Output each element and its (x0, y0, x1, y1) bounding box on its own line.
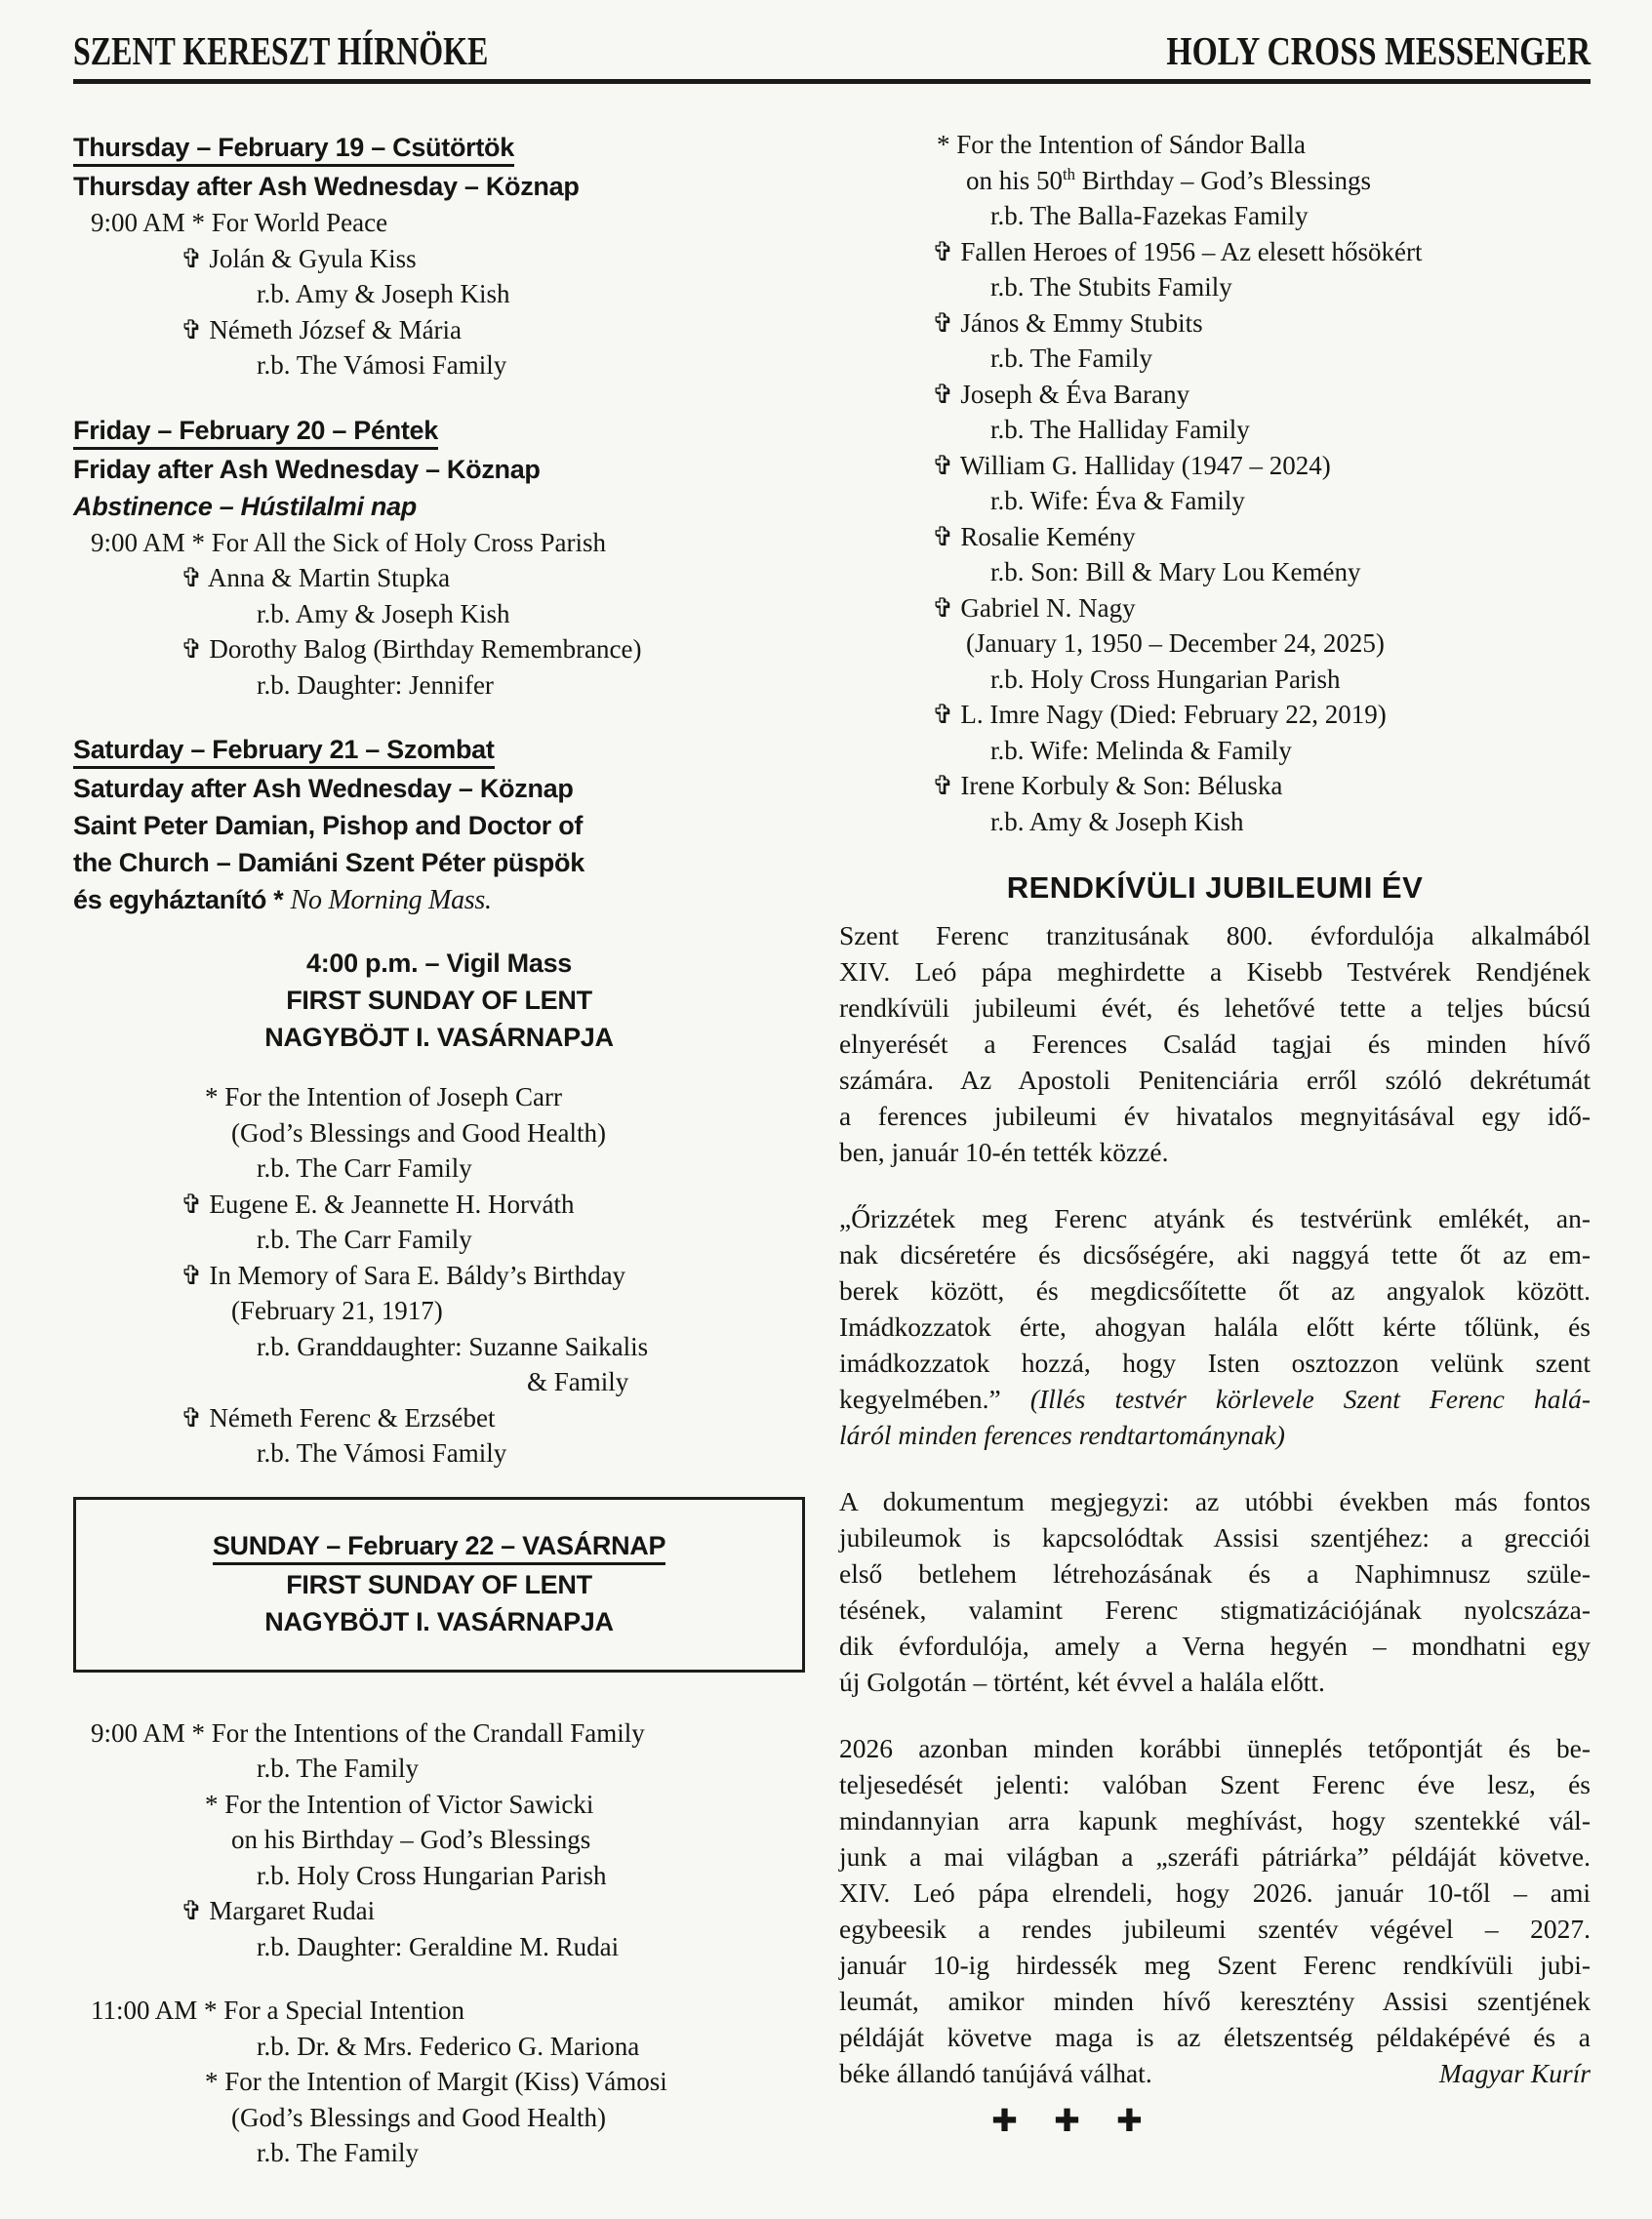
article-last-line (839, 2055, 1591, 2091)
section-saturday (73, 729, 805, 919)
masthead-english-title: HOLY CROSS MESSENGER (1166, 28, 1591, 73)
saturday-heading: Saturday – February 21 – Szombat (73, 734, 495, 769)
balla-birthday-line (839, 163, 1591, 199)
article-line: „Őrizzétek meg Ferenc atyánk és testvérünk emlékét, an- (839, 1203, 1591, 1233)
article-line: számára. Az Apostoli Penitenciária erről szóló dekrétumát (839, 1065, 1591, 1095)
article-line: Szent Ferenc tranzitusának 800. évfordulója alkalmából (839, 920, 1591, 950)
intention-line: r.b. The Vámosi Family (257, 350, 507, 380)
intention-line: (February 21, 1917) (231, 1296, 443, 1325)
intention-line: ✞ Németh József & Mária (181, 314, 463, 344)
article-line: elnyerését a Ferences Család tagjai és minden hívő (839, 1029, 1591, 1059)
intention-line: ✞ In Memory of Sara E. Báldy’s Birthday (181, 1260, 626, 1290)
balla-birthday-pre: on his 50 (966, 165, 1064, 195)
article-paragraph-2 (839, 1200, 1591, 1453)
intention-line: r.b. Son: Bill & Mary Lou Kemény (990, 557, 1361, 586)
intention-line: (God’s Blessings and Good Health) (231, 2102, 606, 2132)
intention-line: ✞ Dorothy Balog (Birthday Remembrance) (181, 634, 642, 664)
article-line: dik évfordulója, amely a Verna hegyén – mondhatni egy (839, 1631, 1591, 1661)
right-intentions-list (839, 198, 1591, 839)
intention-line: r.b. The Carr Family (257, 1225, 472, 1254)
intention-line: ✞ János & Emmy Stubits (932, 307, 1203, 338)
intention-line: 9:00 AM * For World Peace (91, 208, 388, 237)
right-intentions-block (839, 127, 1591, 839)
article-line: 2026 azonban minden korábbi ünneplés tetőpontját és be- (839, 1733, 1591, 1763)
quote-source-end: láról minden ferences rendtartománynak) (839, 1420, 1285, 1450)
intention-line: ✞ Joseph & Éva Barany (932, 379, 1190, 409)
article-line: XIV. Leó pápa meghirdette a Kisebb Testvérek Rendjének (839, 956, 1591, 987)
ordinal-superscript: th (1063, 164, 1076, 183)
day-heading-row (73, 127, 805, 168)
article-line: junk a mai világban a „szeráfi pátriárka” példáját követve. (839, 1841, 1591, 1872)
friday-abstinence-note: Abstinence – Hústilalmi nap (73, 491, 417, 521)
intention-line: r.b. The Vámosi Family (257, 1438, 507, 1468)
intention-line: 9:00 AM * For All the Sick of Holy Cross Parish (91, 527, 607, 557)
article-line: jubileumok is kapcsolódtak Assisi szentjéhez: a grecciói (839, 1522, 1591, 1553)
intention-line: r.b. The Balla-Fazekas Family (990, 201, 1309, 230)
article-line: január 10-ig hirdessék meg Szent Ferenc rendkívüli jubi- (839, 1950, 1591, 1980)
intention-line: r.b. Wife: Melinda & Family (990, 735, 1292, 765)
vigil-feast-line-hungarian: NAGYBÖJT I. VASÁRNAPJA (264, 1023, 614, 1052)
article-line: egybeesik a rendes jubileumi szentév végével – 2027. (839, 1914, 1591, 1944)
saturday-subheading-4 (73, 881, 805, 919)
intention-line: 9:00 AM * For the Intentions of the Crandall Family (91, 1717, 645, 1748)
sunday-feast-line: FIRST SUNDAY OF LENT (286, 1569, 592, 1599)
article-paragraph-4 (839, 1730, 1591, 2091)
thursday-intentions-list (73, 205, 805, 383)
intention-line: r.b. Dr. & Mrs. Federico G. Mariona (257, 2031, 640, 2061)
intention-line: ✞ Jolán & Gyula Kiss (181, 243, 417, 273)
article-line: A dokumentum megjegyzi: az utóbbi években más fontos (839, 1486, 1591, 1516)
article-line: imádkozzatok hozzá, hogy Isten osztozzon velünk szent (839, 1348, 1591, 1378)
sunday-box (73, 1497, 805, 1673)
three-crosses-divider: ✚ ✚ ✚ (991, 2102, 1155, 2139)
section-friday (73, 410, 805, 704)
quote-end: kegyelmében.” (839, 1384, 1030, 1414)
intention-line: r.b. The Halliday Family (990, 415, 1250, 444)
masthead-hungarian-title: SZENT KERESZT HÍRNÖKE (73, 28, 489, 73)
article-closing-text: béke állandó tanújává válhat. (839, 2058, 1152, 2088)
article-line: ben, január 10-én tették közzé. (839, 1137, 1169, 1167)
sunday-11am-intentions-list (73, 1993, 805, 2171)
intention-line: * For the Intention of Margit (Kiss) Vámosi (205, 2067, 667, 2096)
thursday-subheading: Thursday after Ash Wednesday – Köznap (73, 172, 580, 201)
right-column (839, 127, 1591, 2140)
article-line: mindannyian arra kapunk meghívást, hogy szentekké vál- (839, 1805, 1591, 1836)
article-line: Imádkozzatok érte, ahogyan halála előtt kérte tőlünk, és (839, 1311, 1591, 1342)
thursday-heading: Thursday – February 19 – Csütörtök (73, 132, 514, 167)
masthead (73, 29, 1591, 84)
intention-line: on his Birthday – God’s Blessings (231, 1825, 591, 1854)
day-heading-row (73, 410, 805, 451)
intention-line: (January 1, 1950 – December 24, 2025) (966, 628, 1385, 658)
friday-heading: Friday – February 20 – Péntek (73, 415, 438, 450)
intention-line: r.b. Amy & Joseph Kish (257, 598, 510, 628)
day-heading-row (84, 1525, 794, 1566)
article-line: leumát, amikor minden hívő keresztény Assisi szentjének (839, 1986, 1591, 2016)
intention-line: ✞ Gabriel N. Nagy (932, 592, 1136, 623)
vigil-time-line: 4:00 p.m. – Vigil Mass (305, 948, 573, 978)
intention-line: (God’s Blessings and Good Health) (231, 1117, 606, 1148)
intention-line: & Family (527, 1367, 629, 1396)
sunday-heading: SUNDAY – February 22 – VASÁRNAP (213, 1530, 665, 1565)
intention-line: * For the Intention of Victor Sawicki (205, 1789, 594, 1819)
article-line-mixed (839, 1381, 1591, 1417)
friday-intentions-list (73, 525, 805, 704)
intention-line: ✞ Rosalie Kemény (932, 521, 1136, 551)
friday-subheading: Friday after Ash Wednesday – Köznap (73, 454, 541, 484)
intention-line: r.b. The Family (257, 2138, 419, 2167)
intention-line: ✞ Eugene E. & Jeannette H. Horváth (181, 1189, 575, 1219)
intention-line: ✞ Fallen Heroes of 1956 – Az elesett hősökért (932, 236, 1423, 266)
quote-source-start: (Illés testvér körlevele Szent Ferenc halá- (1029, 1384, 1592, 1414)
article-line: példáját követve maga is az életszentség példaképévé és a (839, 2022, 1591, 2052)
vigil-mass-block (73, 945, 805, 1056)
article-paragraph-2-lines (839, 1200, 1591, 1381)
article-line: XIV. Leó pápa elrendeli, hogy 2026. január 10-től – ami (839, 1877, 1591, 1908)
article-paragraph-3 (839, 1483, 1591, 1700)
intention-line: ✞ Anna & Martin Stupka (181, 563, 451, 592)
intention-line: r.b. Holy Cross Hungarian Parish (990, 664, 1341, 694)
intention-line: ✞ William G. Halliday (1947 – 2024) (932, 450, 1331, 480)
section-thursday (73, 127, 805, 383)
intention-line: * For the Intention of Sándor Balla (937, 130, 1306, 159)
article-attribution: Magyar Kurír (1438, 2058, 1591, 2088)
intention-line: 11:00 AM * For a Special Intention (91, 1996, 464, 2025)
article-paragraph-1 (839, 917, 1591, 1170)
article-line: nak dicséretére és dicsőségére, aki naggyá tette őt az em- (839, 1239, 1591, 1270)
sunday-9am-intentions-list (73, 1715, 805, 1965)
article-line: rendkívüli jubileumi évét, és lehetővé tette a teljes búcsú (839, 992, 1591, 1023)
intention-line: ✞ Margaret Rudai (181, 1896, 376, 1925)
intention-line: r.b. The Stubits Family (990, 272, 1232, 302)
balla-birthday-post: Birthday – God’s Blessings (1075, 165, 1372, 195)
saturday-subheading-1: Saturday after Ash Wednesday – Köznap (73, 774, 574, 803)
intention-line: r.b. Wife: Éva & Family (990, 486, 1245, 515)
no-morning-mass-note: No Morning Mass. (290, 885, 492, 915)
vigil-feast-line: FIRST SUNDAY OF LENT (286, 986, 592, 1015)
saturday-subheading-3: the Church – Damiáni Szent Péter püspök (73, 848, 584, 877)
intention-line: r.b. Granddaughter: Suzanne Saikalis (257, 1331, 649, 1361)
sunday-feast-line-hungarian: NAGYBÖJT I. VASÁRNAPJA (264, 1606, 614, 1636)
saturday-vigil-intentions-list (73, 1079, 805, 1472)
article-line: a ferences jubileumi év hivatalos megnyitásával egy idő- (839, 1101, 1591, 1131)
intention-line: r.b. The Carr Family (257, 1153, 472, 1183)
intention-line: r.b. Holy Cross Hungarian Parish (257, 1860, 607, 1890)
intention-line: r.b. The Family (990, 343, 1152, 373)
intention-line: r.b. Amy & Joseph Kish (990, 806, 1244, 836)
article-line: teljesedését jelenti: valóban Szent Ferenc éve lesz, és (839, 1769, 1591, 1799)
article-line: új Golgotán – történt, két évvel a halála előtt. (839, 1667, 1325, 1697)
article-line: berek között, és megdicsőítette őt az angyalok között. (839, 1275, 1591, 1306)
article-line: tésének, valamint Ferenc stigmatizációjának nyolcszáza- (839, 1594, 1591, 1625)
intention-line: ✞ L. Imre Nagy (Died: February 22, 2019) (932, 700, 1387, 729)
intention-line: ✞ Irene Korbuly & Son: Béluska (932, 771, 1283, 800)
intention-line: * For the Intention of Joseph Carr (205, 1082, 562, 1111)
article-paragraph-4-lines (839, 1730, 1591, 2055)
left-column (73, 127, 805, 2199)
intention-line: r.b. Daughter: Jennifer (257, 669, 494, 700)
two-column-layout (73, 127, 1591, 2199)
intention-line: r.b. The Family (257, 1754, 419, 1783)
intention-line: ✞ Németh Ferenc & Erzsébet (181, 1402, 496, 1432)
intention-line: r.b. Amy & Joseph Kish (257, 279, 510, 308)
saturday-subheading-4-bold: és egyháztanító * (73, 885, 291, 914)
article-line: első betlehem létrehozásának és a Naphimnusz szüle- (839, 1558, 1591, 1589)
saturday-subheading-2: Saint Peter Damian, Pishop and Doctor of (73, 811, 584, 840)
day-heading-row (73, 729, 805, 770)
article-title: RENDKÍVÜLI JUBILEUMI ÉV (1006, 870, 1424, 905)
intention-line: r.b. Daughter: Geraldine M. Rudai (257, 1931, 620, 1961)
